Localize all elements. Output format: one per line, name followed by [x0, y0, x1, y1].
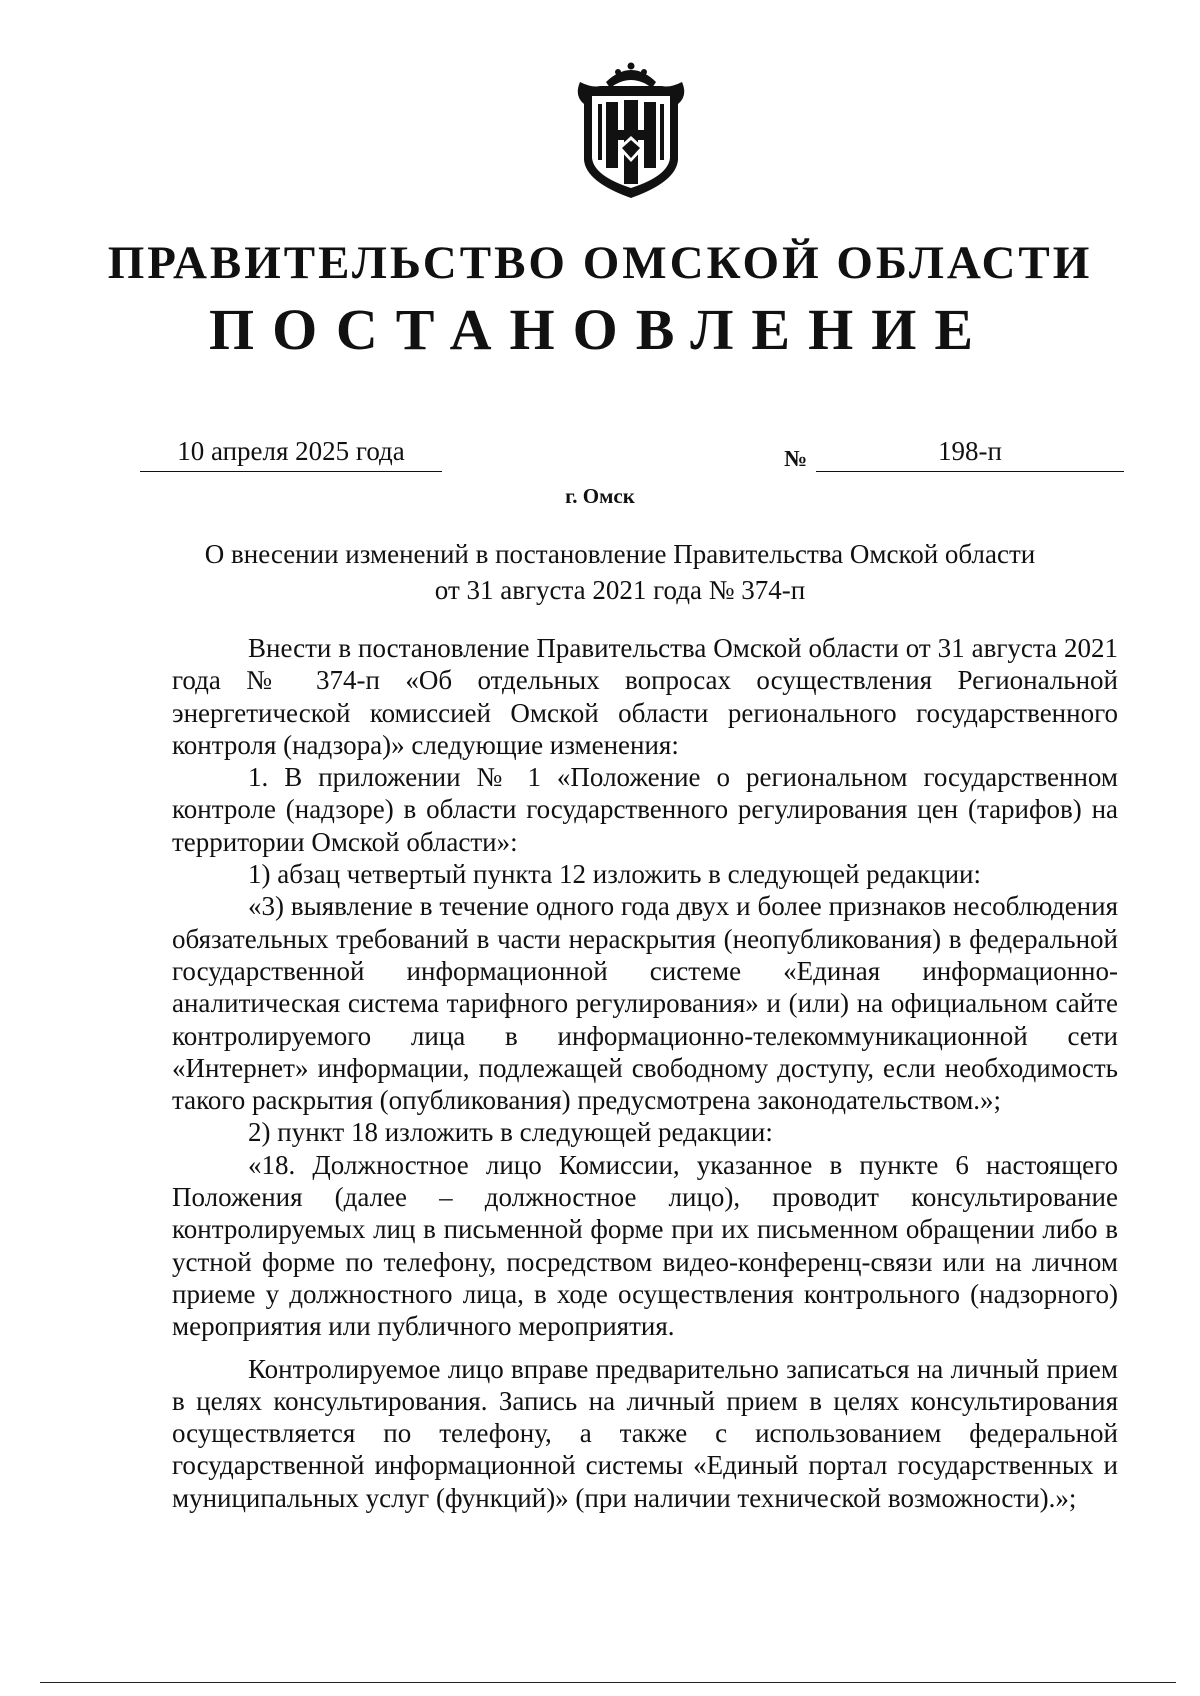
number-label: №	[784, 446, 808, 471]
paragraph-subitem-2: 2) пункт 18 изложить в следующей редакции:	[248, 1117, 773, 1148]
paragraph-appointment: Контролируемое лицо вправе предварительно записаться на личный прием в целях консультирования. Запись на личный прием в целях консультирования осуществляется по телефону, а также с использованием федеральной государственной информационной системы «Единый портал государственных и муниципальных услуг (функций)» (при наличии технической возможности).»;	[172, 1353, 1118, 1513]
coat-of-arms-icon	[566, 52, 696, 202]
government-title: ПРАВИТЕЛЬСТВО ОМСКОЙ ОБЛАСТИ	[107, 237, 1093, 289]
paragraph-item-1: 1. В приложении № 1 «Положение о региональном государственном контроле (надзоре) в области государственного регулирования цен (тарифов) на территории Омской области»:	[172, 762, 1118, 857]
paragraph-quote-3: «3) выявление в течение одного года двух и более признаков несоблюдения обязательных требований в части нераскрытия (неопубликования) в федеральной государственной информационной системе «Единая информационно-аналитическая система тарифного регулирования» и (или) на официальном сайте контролируемого лица в информационно-телекоммуникационной сети «Интернет» информации, подлежащей свободному доступу, если необходимость такого раскрытия (опубликования) предусмотрена законодательством.»;	[172, 891, 1118, 1116]
document-date: 10 апреля 2025 года	[140, 436, 442, 472]
paragraph-subitem-1: 1) абзац четвертый пункта 12 изложить в следующей редакции:	[248, 859, 981, 890]
subject-line-1: О внесении изменений в постановление Правительства Омской области	[204, 539, 1036, 569]
coat-of-arms-emblem	[566, 52, 696, 202]
document-subject	[150, 536, 1090, 608]
document-type-title: ПОСТАНОВЛЕНИЕ	[208, 297, 992, 362]
document-number: 198-п	[816, 436, 1124, 472]
paragraph-intro: Внести в постановление Правительства Омской области от 31 августа 2021 года № 374-п «Об отдельных вопросах осуществления Региональной энергетической комиссией Омской области регионального государственного контроля (надзора)» следующие изменения:	[172, 633, 1118, 760]
paragraph-quote-18: «18. Должностное лицо Комиссии, указанное в пункте 6 настоящего Положения (далее – должностное лицо), проводит консультирование контролируемых лиц в письменной форме при их письменном обращении либо в устной форме по телефону, посредством видео-конференц-связи или на личном приеме у должностного лица, в ходе осуществления контрольного (надзорного) мероприятия или публичного мероприятия.	[172, 1149, 1118, 1342]
city-name: г. Омск	[565, 484, 635, 508]
subject-line-2: от 31 августа 2021 года № 374-п	[434, 575, 806, 605]
document-body	[172, 632, 1118, 1514]
page-bottom-divider	[40, 1682, 1176, 1683]
